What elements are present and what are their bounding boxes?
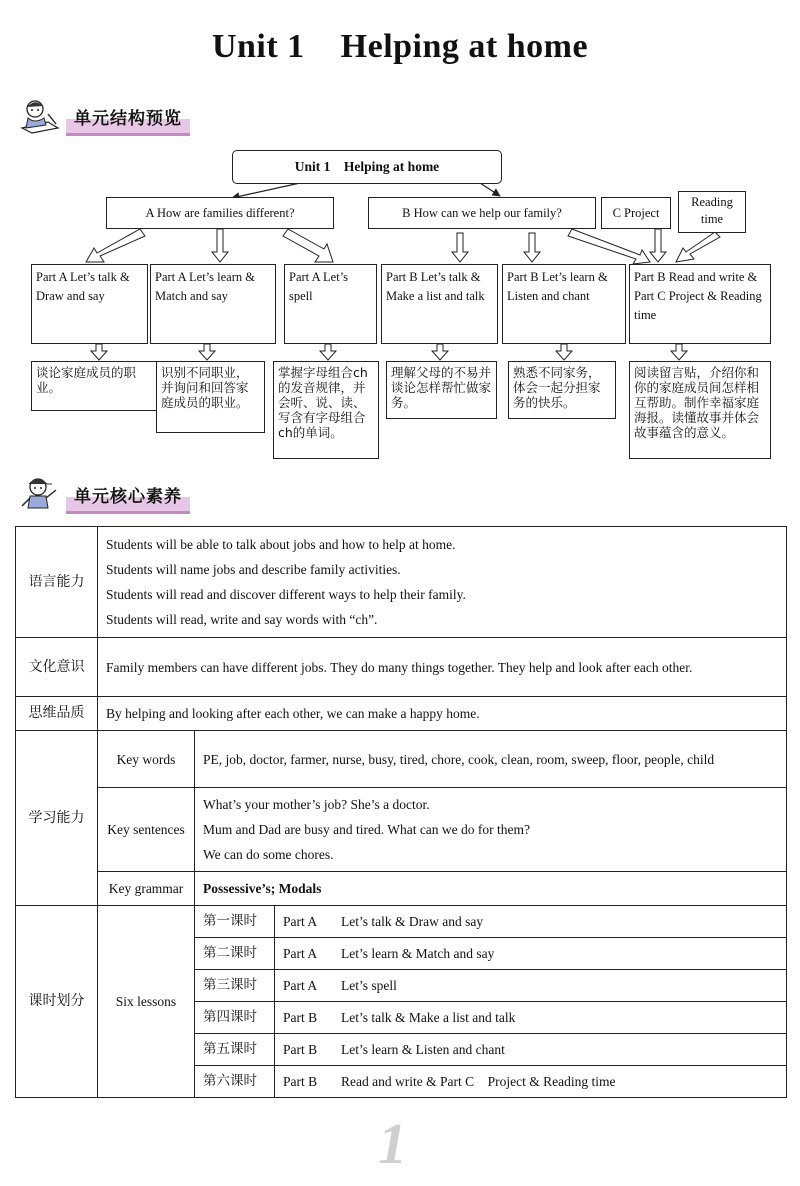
lesson-text: Let’s learn & Listen and chant: [341, 1042, 505, 1057]
goal-line: Students will read, write and say words with “ch”.: [106, 612, 378, 627]
table-row: [16, 906, 787, 938]
table-row: [16, 638, 787, 697]
lesson-period: 第四课时: [195, 1002, 275, 1034]
part-box: Part A Let’s talk & Draw and say: [31, 264, 148, 344]
lesson-text: Read and write & Part C Project & Reading time: [341, 1074, 616, 1089]
lesson-content: [275, 1034, 787, 1066]
lesson-content: [275, 938, 787, 970]
lesson-content: [275, 970, 787, 1002]
category-cell: 学习能力: [16, 731, 98, 906]
culture-text: Family members can have different jobs. They do many things together. They help and look after each other.: [98, 638, 787, 697]
key-words: PE, job, doctor, farmer, nurse, busy, tired, chore, cook, clean, room, sweep, floor, people, child: [195, 731, 787, 788]
table-row: [16, 731, 787, 788]
thinking-text: By helping and looking after each other, we can make a happy home.: [98, 697, 787, 731]
sentence-line: Mum and Dad are busy and tired. What can we do for them?: [203, 822, 531, 837]
goal-line: Students will read and discover different ways to help their family.: [106, 587, 466, 602]
table-row: [16, 872, 787, 906]
category-cell: 语言能力: [16, 527, 98, 638]
goal-line: Students will name jobs and describe family activities.: [106, 562, 401, 577]
goal-box: 阅读留言贴，介绍你和你的家庭成员间怎样相互帮助。制作幸福家庭海报。读懂故事并体会故事蕴含的意义。: [629, 361, 771, 459]
language-goals: [98, 527, 787, 638]
goal-box: 识别不同职业，并询问和回答家庭成员的职业。: [156, 361, 265, 433]
diagram-branch-b: B How can we help our family?: [368, 197, 596, 229]
student-waving-icon: [18, 476, 62, 512]
lesson-part: Part B: [283, 1010, 318, 1025]
lesson-period: 第五课时: [195, 1034, 275, 1066]
lesson-part: Part A: [283, 946, 318, 961]
table-row: [16, 788, 787, 872]
goal-box: 掌握字母组合ch的发音规律，并会听、说、读、写含有字母组合ch的单词。: [273, 361, 379, 459]
goal-box: 理解父母的不易并谈论怎样帮忙做家务。: [386, 361, 497, 419]
lesson-part: Part B: [283, 1074, 318, 1089]
part-box: Part B Let’s talk & Make a list and talk: [381, 264, 498, 344]
sentence-line: We can do some chores.: [203, 847, 334, 862]
part-box: Part A Let’s learn & Match and say: [150, 264, 276, 344]
table-row: [16, 527, 787, 638]
goal-box: 谈论家庭成员的职业。: [31, 361, 164, 411]
lesson-content: [275, 1002, 787, 1034]
key-grammar-label: Key grammar: [98, 872, 195, 906]
lesson-text: Let’s talk & Draw and say: [341, 914, 484, 929]
key-words-label: Key words: [98, 731, 195, 788]
key-sentences-label: Key sentences: [98, 788, 195, 872]
category-cell: 文化意识: [16, 638, 98, 697]
key-sentences: [195, 788, 787, 872]
key-grammar: Possessive’s; Modals: [195, 872, 787, 906]
lesson-period: 第一课时: [195, 906, 275, 938]
diagram-branch-c: C Project: [601, 197, 671, 229]
part-box: Part A Let’s spell: [284, 264, 377, 344]
six-lessons-label: Six lessons: [98, 906, 195, 1098]
sentence-line: What’s your mother’s job? She’s a doctor.: [203, 797, 430, 812]
category-cell: 课时划分: [16, 906, 98, 1098]
lesson-part: Part A: [283, 978, 318, 993]
diagram-root: Unit 1 Helping at home: [232, 150, 502, 184]
goal-box: 熟悉不同家务，体会一起分担家务的快乐。: [508, 361, 616, 419]
lesson-content: [275, 1066, 787, 1098]
lesson-period: 第六课时: [195, 1066, 275, 1098]
lesson-text: Let’s spell: [341, 978, 397, 993]
diagram-reading-time: Reading time: [678, 191, 746, 233]
page-title: Unit 1 Helping at home: [211, 28, 589, 65]
goal-line: Students will be able to talk about jobs and how to help at home.: [106, 537, 456, 552]
lesson-text: Let’s talk & Make a list and talk: [341, 1010, 516, 1025]
lesson-period: 第二课时: [195, 938, 275, 970]
page-number: 1: [378, 1111, 407, 1176]
category-cell: 思维品质: [16, 697, 98, 731]
part-box: Part B Let’s learn & Listen and chant: [502, 264, 626, 344]
section-title: 单元结构预览: [66, 102, 190, 136]
part-box: Part B Read and write & Part C Project & Reading time: [629, 264, 771, 344]
lesson-part: Part B: [283, 1042, 318, 1057]
lesson-text: Let’s learn & Match and say: [341, 946, 495, 961]
table-row: [16, 697, 787, 731]
lesson-part: Part A: [283, 914, 318, 929]
diagram-branch-a: A How are families different?: [106, 197, 334, 229]
lesson-period: 第三课时: [195, 970, 275, 1002]
core-competency-table: [15, 526, 787, 1098]
lesson-content: [275, 906, 787, 938]
section-title: 单元核心素养: [66, 480, 190, 514]
